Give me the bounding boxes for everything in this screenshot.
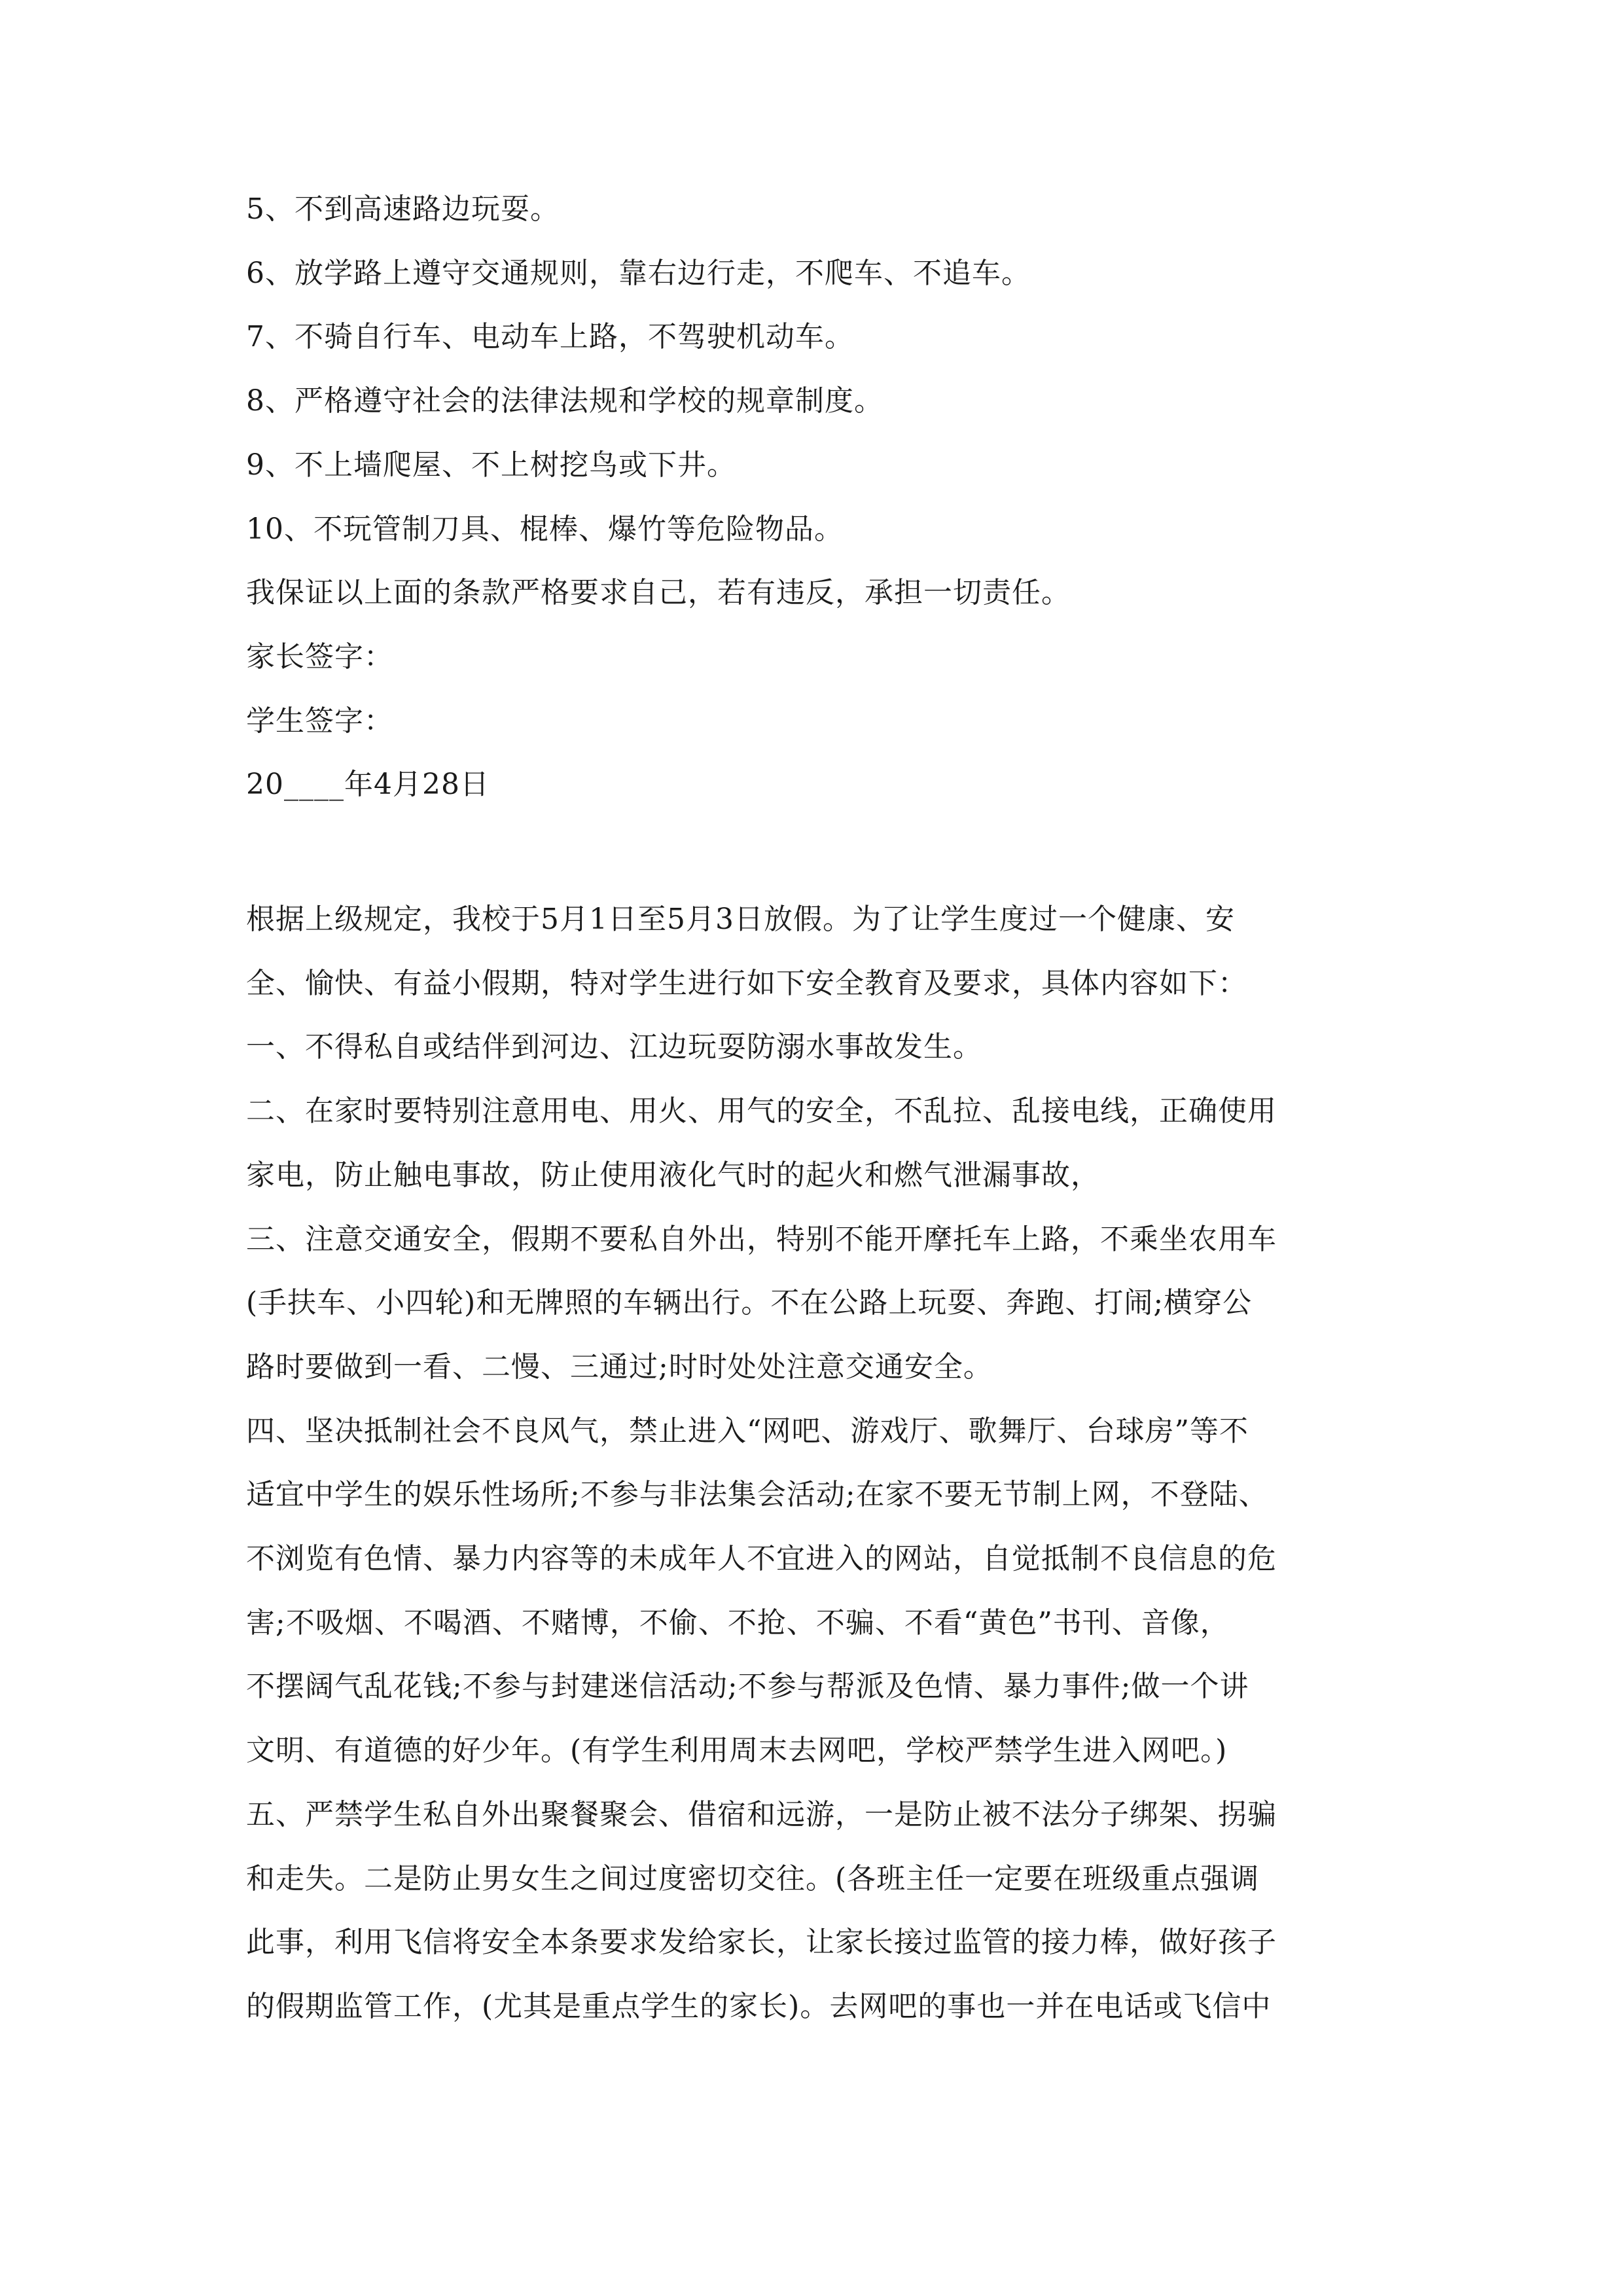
- holiday-line: 此事，利用飞信将安全本条要求发给家长，让家长接过监管的接力棒，做好孩子: [246, 1926, 1277, 1960]
- pledge-line: 8、严格遵守社会的法律法规和学校的规章制度。: [246, 384, 883, 418]
- pledge-line: 我保证以上面的条款严格要求自己，若有违反，承担一切责任。: [246, 576, 1071, 610]
- pledge-line: 10、不玩管制刀具、棍棒、爆竹等危险物品。: [246, 512, 844, 546]
- holiday-line: 根据上级规定，我校于5月1日至5月3日放假。为了让学生度过一个健康、安: [246, 903, 1235, 936]
- holiday-line: 二、在家时要特别注意用电、用火、用气的安全，不乱拉、乱接电线，正确使用: [246, 1094, 1277, 1128]
- holiday-line: 全、愉快、有益小假期，特对学生进行如下安全教育及要求，具体内容如下：: [246, 966, 1247, 1000]
- holiday-line: 不浏览有色情、暴力内容等的未成年人不宜进入的网站，自觉抵制不良信息的危: [246, 1542, 1277, 1575]
- pledge-line: 家长签字：: [246, 639, 393, 673]
- pledge-line: 5、不到高速路边玩耍。: [246, 192, 560, 226]
- holiday-line: 一、不得私自或结伴到河边、江边玩耍防溺水事故发生。: [246, 1030, 982, 1064]
- holiday-line: 四、坚决抵制社会不良风气，禁止进入“网吧、游戏厅、歌舞厅、台球房”等不: [246, 1414, 1249, 1448]
- holiday-line: 害;不吸烟、不喝酒、不赌博，不偷、不抢、不骗、不看“黄色”书刊、音像，: [246, 1605, 1230, 1640]
- holiday-line: 的假期监管工作，(尤其是重点学生的家长)。去网吧的事也一并在电话或飞信中: [246, 1989, 1272, 2023]
- holiday-line: (手扶车、小四轮)和无牌照的车辆出行。不在公路上玩耍、奔跑、打闹;横穿公: [246, 1286, 1253, 1320]
- pledge-line: 学生签字：: [246, 704, 393, 738]
- holiday-line: 文明、有道德的好少年。(有学生利用周末去网吧，学校严禁学生进入网吧。): [246, 1734, 1228, 1768]
- holiday-line: 适宜中学生的娱乐性场所;不参与非法集会活动;在家不要无节制上网，不登陆、: [246, 1478, 1268, 1512]
- holiday-line: 五、严禁学生私自外出聚餐聚会、借宿和远游，一是防止被不法分子绑架、拐骗: [246, 1797, 1277, 1831]
- holiday-line: 和走失。二是防止男女生之间过度密切交往。(各班主任一定要在班级重点强调: [246, 1861, 1260, 1895]
- holiday-line: 家电，防止触电事故，防止使用液化气时的起火和燃气泄漏事故，: [246, 1158, 1100, 1192]
- holiday-line: 不摆阔气乱花钱;不参与封建迷信活动;不参与帮派及色情、暴力事件;做一个讲: [246, 1670, 1249, 1704]
- holiday-line: 三、注意交通安全，假期不要私自外出，特别不能开摩托车上路，不乘坐农用车: [246, 1222, 1277, 1256]
- pledge-line: 20____年4月28日: [246, 768, 490, 802]
- pledge-line: 6、放学路上遵守交通规则，靠右边行走，不爬车、不追车。: [246, 256, 1031, 290]
- pledge-line: 7、不骑自行车、电动车上路，不驾驶机动车。: [246, 320, 854, 354]
- holiday-line: 路时要做到一看、二慢、三通过;时时处处注意交通安全。: [246, 1350, 993, 1384]
- pledge-line: 9、不上墙爬屋、不上树挖鸟或下井。: [246, 448, 736, 482]
